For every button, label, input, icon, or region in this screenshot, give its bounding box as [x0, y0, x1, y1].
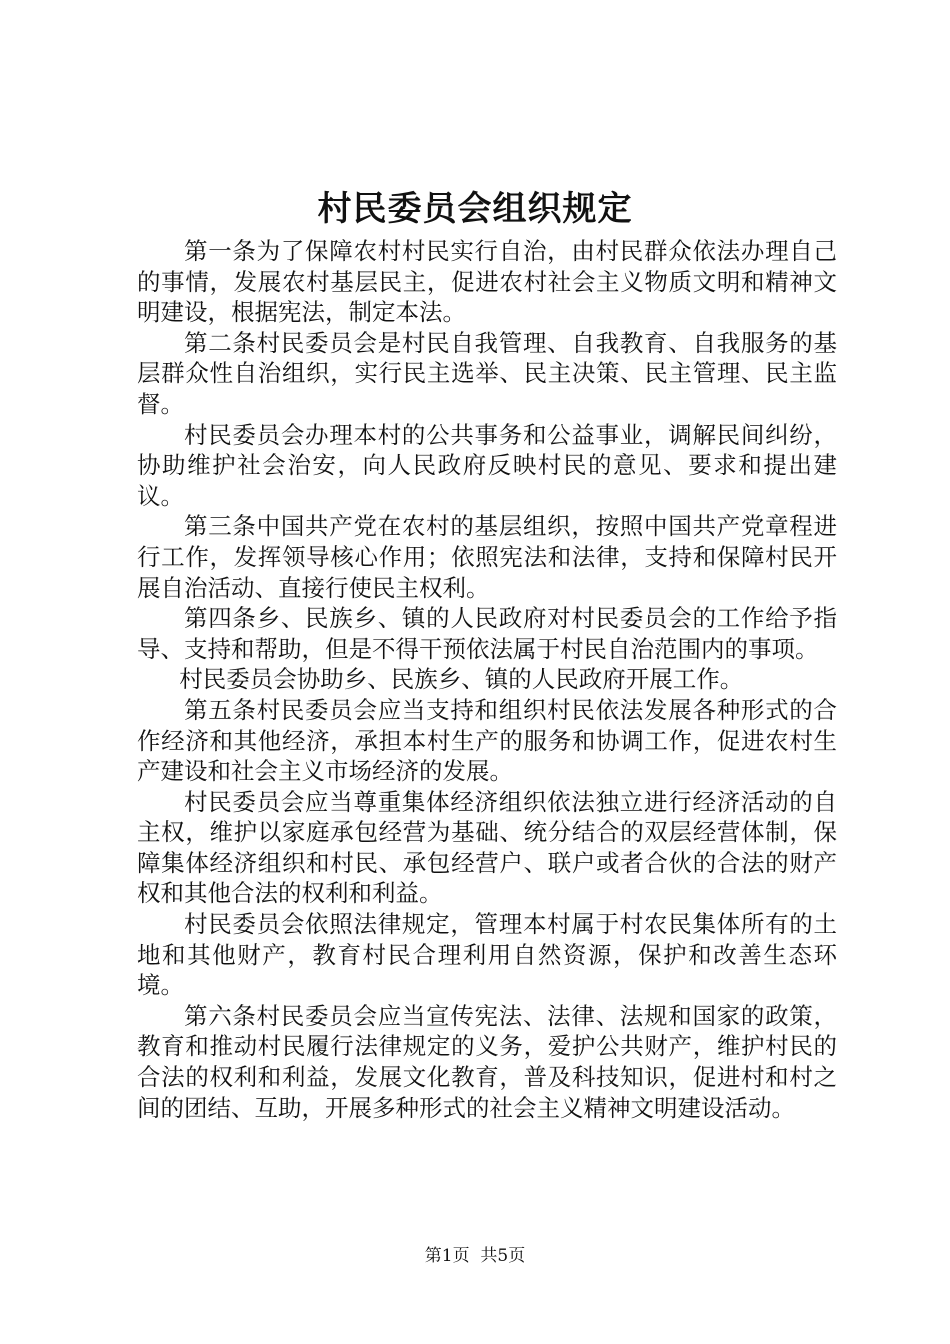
paragraph-article-2: 第二条村民委员会是村民自我管理、自我教育、自我服务的基层群众性自治组织，实行民主选举、民主决策、民主管理、民主监督。 [137, 328, 837, 418]
document-body [137, 236, 837, 1123]
paragraph-article-4-cont: 村民委员会协助乡、民族乡、镇的人民政府开展工作。 [179, 665, 744, 694]
paragraph-article-6: 第六条村民委员会应当宣传宪法、法律、法规和国家的政策，教育和推动村民履行法律规定的义务，爱护公共财产，维护村民的合法的权利和利益，发展文化教育，普及科技知识，促进村和村之间的团结、互助，开展多种形式的社会主义精神文明建设活动。 [137, 1001, 837, 1122]
paragraph-article-5-cont-1: 村民委员会应当尊重集体经济组织依法独立进行经济活动的自主权，维护以家庭承包经营为基础、统分结合的双层经营体制，保障集体经济组织和村民、承包经营户、联户或者合伙的合法的财产权和其他合法的权利和利益。 [137, 787, 837, 908]
paragraph-article-1: 第一条为了保障农村村民实行自治，由村民群众依法办理自己的事情，发展农村基层民主，促进农村社会主义物质文明和精神文明建设，根据宪法，制定本法。 [137, 237, 837, 327]
paragraph-article-3: 第三条中国共产党在农村的基层组织，按照中国共产党章程进行工作，发挥领导核心作用；依照宪法和法律，支持和保障村民开展自治活动、直接行使民主权利。 [137, 512, 837, 602]
page-footer [0, 1244, 950, 1268]
paragraph-article-4: 第四条乡、民族乡、镇的人民政府对村民委员会的工作给予指导、支持和帮助，但是不得干预依法属于村民自治范围内的事项。 [137, 604, 837, 663]
paragraph-article-5-cont-2: 村民委员会依照法律规定，管理本村属于村农民集体所有的土地和其他财产，教育村民合理利用自然资源，保护和改善生态环境。 [137, 910, 837, 1000]
page-total: 共5页 [480, 1246, 526, 1266]
paragraph-article-2-cont: 村民委员会办理本村的公共事务和公益事业，调解民间纠纷，协助维护社会治安，向人民政府反映村民的意见、要求和提出建议。 [137, 420, 837, 510]
document-title: 村民委员会组织规定 [317, 189, 633, 229]
page-number: 第1页 [424, 1246, 470, 1266]
footer-separator [470, 1246, 481, 1266]
paragraph-article-5: 第五条村民委员会应当支持和组织村民依法发展各种形式的合作经济和其他经济，承担本村生产的服务和协调工作，促进农村生产建设和社会主义市场经济的发展。 [137, 695, 837, 786]
